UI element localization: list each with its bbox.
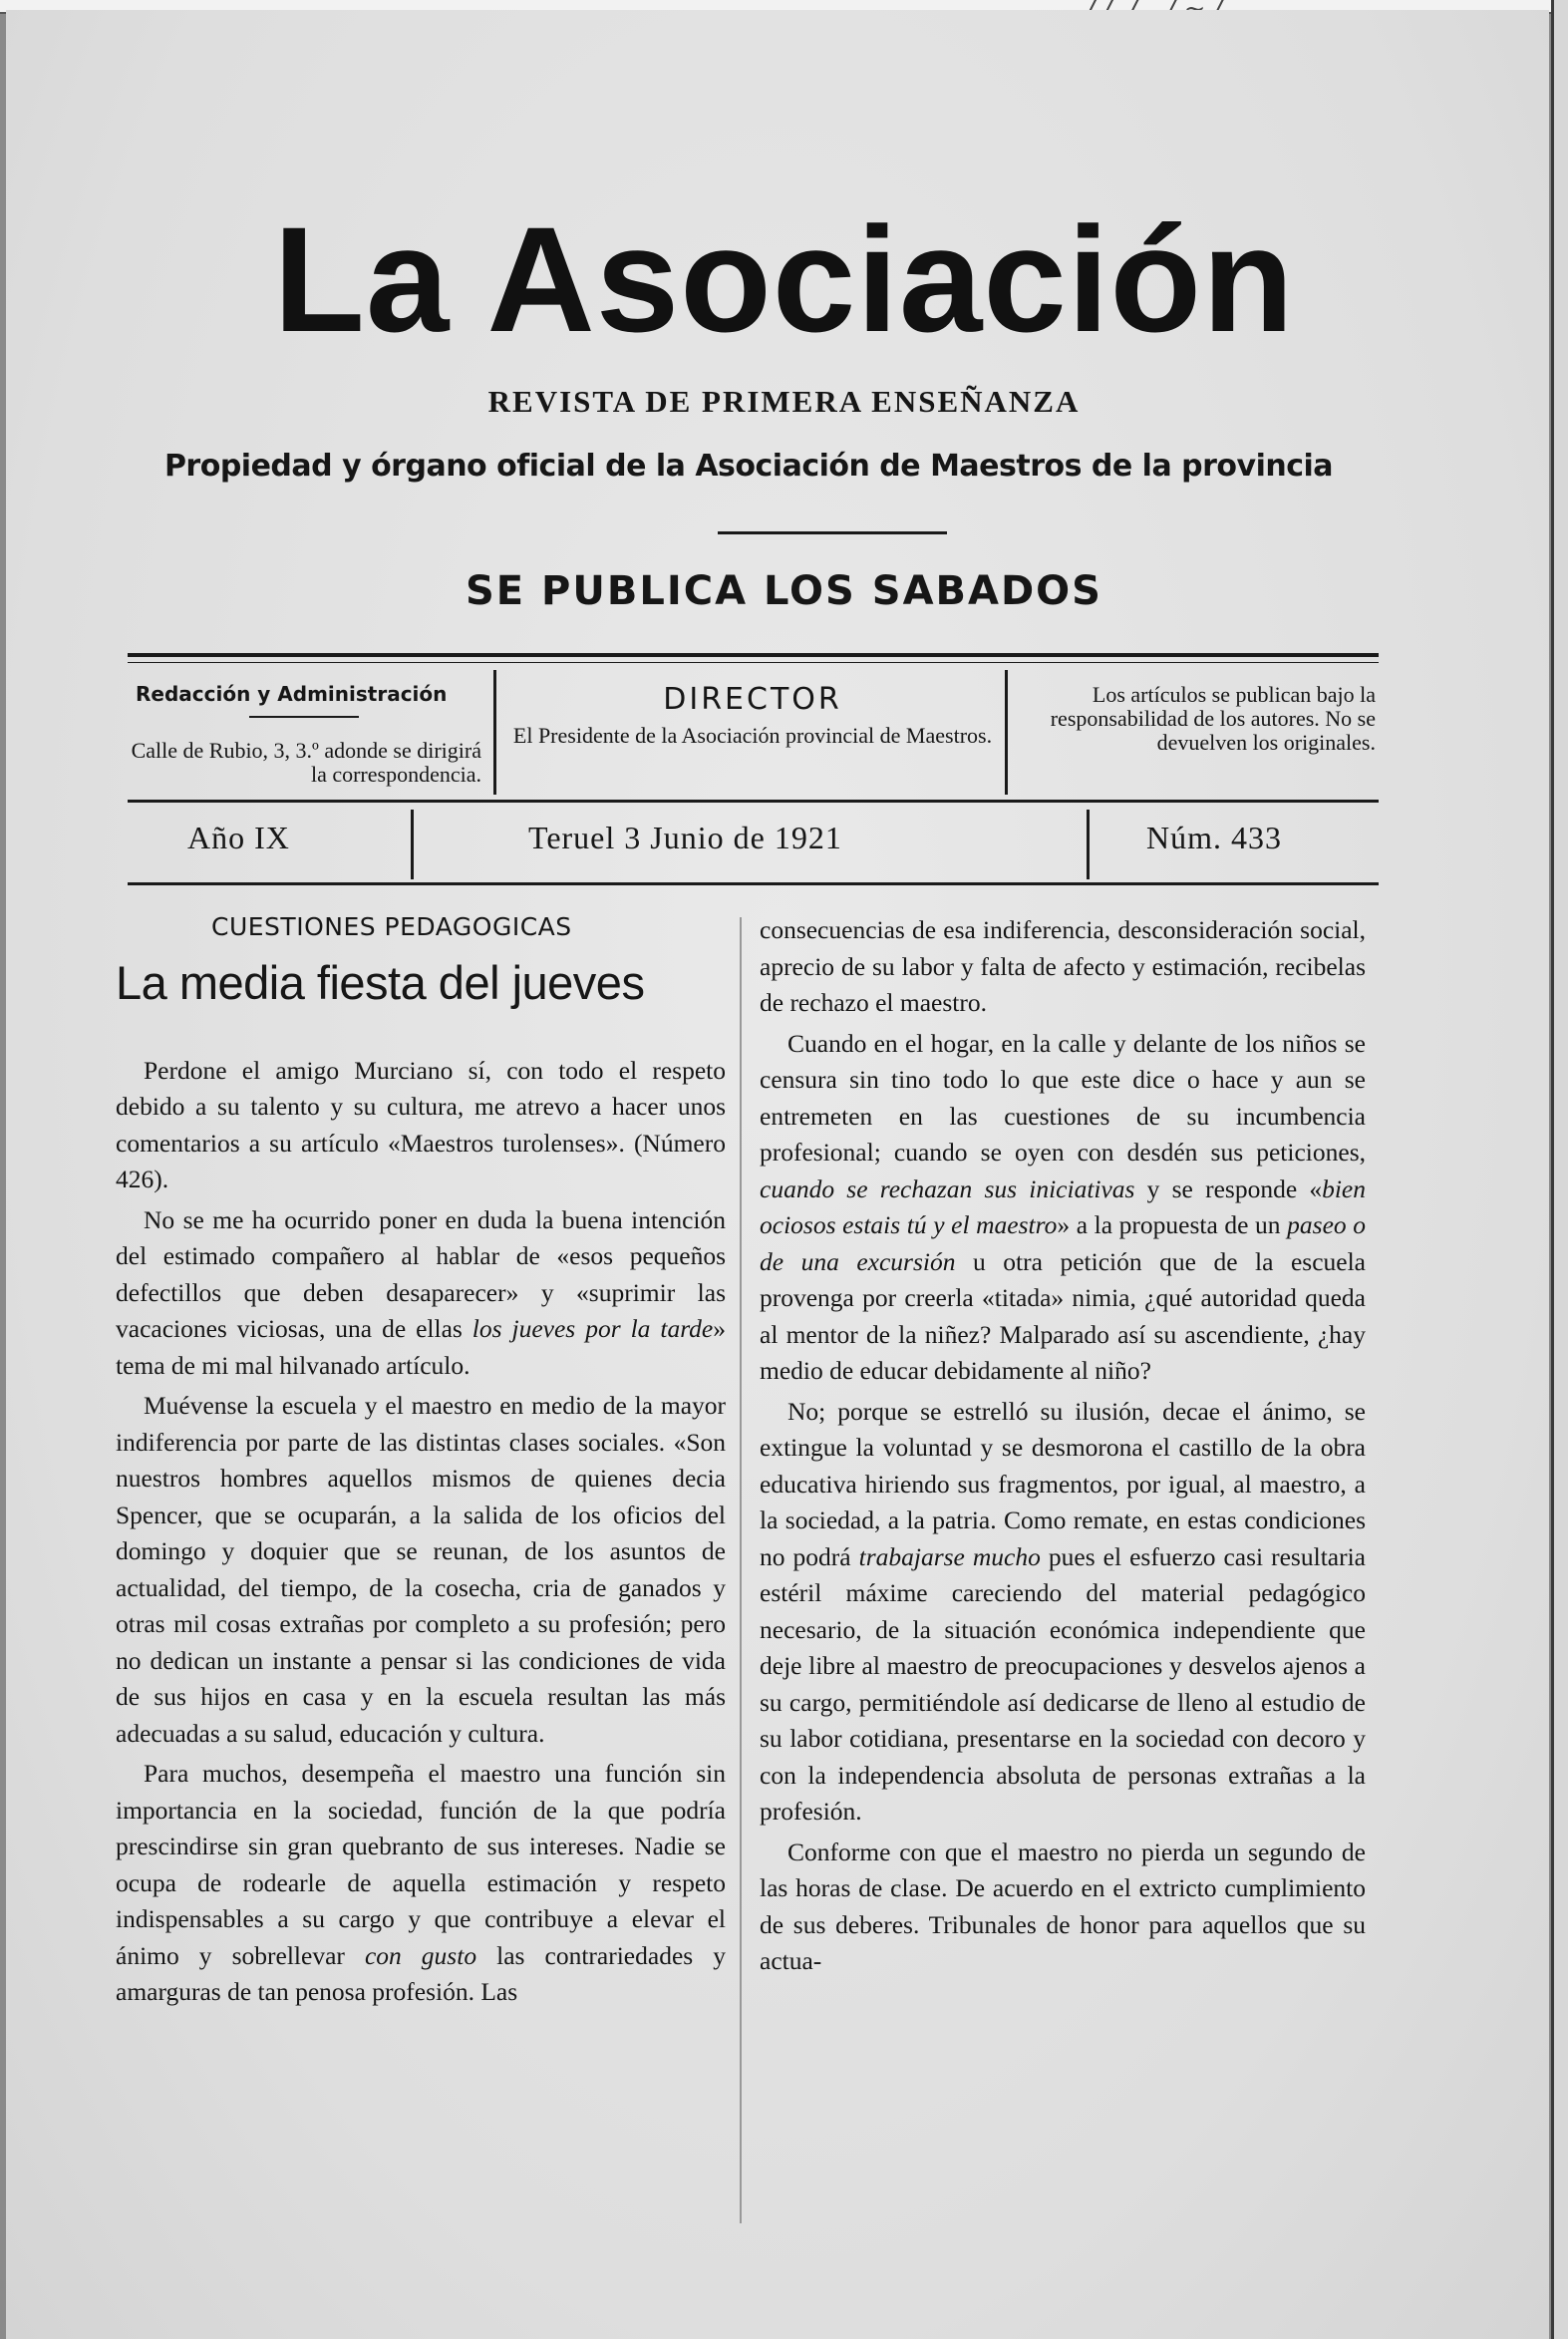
paragraph-text: pues el esfuerzo casi resultaria estéril máxime careciendo del material pedagógico necesario, de la situación económica independiente que deje libre al maestro de preocupaciones y desvelos ajenos a su cargo, permitiéndole así dedicarse de lleno al estudio de su labor cotidiana, presentarse en la sociedad con decoro y con la independencia absoluta de personas extrañas a la profesión. (760, 1541, 1366, 1826)
paragraph-text: Para muchos, desempeña el maestro una función sin importancia en la sociedad, función de la que podría prescindirse sin gran quebranto de sus intereses. Nadie se ocupa de rodearle de aquella estimación y respeto indispensables a su cargo y que contribuye a elevar el ánimo y sobrellevar (116, 1759, 726, 1970)
emphasis-text: bien ociosos estais tú y el maestro (760, 1173, 1366, 1239)
section-label: CUESTIONES PEDAGOGICAS (211, 912, 572, 941)
info-editorial-note: Los artículos se publican bajo la responsabilidad de los autores. No se devuelven los originales. (1050, 682, 1376, 756)
divider-info-top-thin (128, 662, 1379, 663)
administration-label: Redacción y Administración (136, 682, 448, 706)
article-title: La media fiesta del jueves (116, 956, 645, 1009)
article-column-right (760, 912, 1366, 1984)
masthead-subtitle: REVISTA DE PRIMERA ENSEÑANZA (487, 384, 1081, 419)
director-text: El Presidente de la Asociación provincial de Maestros. (512, 723, 993, 748)
paragraph: Muévense la escuela y el maestro en medio de la mayor indiferencia por parte de las distintas clases sociales. «Son nuestros hombres aquellos mismos de quienes decia Spencer, que se ocuparán, a la salida de los oficios del domingo y doquier que se reunan, de los asuntos de actualidad, del tiempo, de la cosecha, cria de ganados y otras mil cosas extrañas por completo a su profesión; pero no dedican un instante a pensar si las condiciones de vida de sus hijos en casa y en la escuela resultan las más adecuadas a su salud, educación y cultura. (116, 1391, 726, 1748)
paragraph (116, 1202, 726, 1385)
paragraph-text: » tema de mi mal hilvanado artículo. (116, 1314, 726, 1380)
issue-divider-1 (411, 810, 414, 879)
paragraph: Perdone el amigo Murciano sí, con todo el respeto debido a su talento y su cultura, me atrevo a hacer unos comentarios a su artículo «Maestros turolenses». (Número 426). (116, 1055, 726, 1194)
info-director (503, 683, 1002, 748)
issue-date: Teruel 3 Junio de 1921 (528, 820, 842, 855)
emphasis-text: los jueves por la tarde (471, 1314, 714, 1344)
paragraph: consecuencias de esa indiferencia, desconsideración social, aprecio de su labor y falta de afecto y estimación, recibelas de rechazo el maestro. (760, 915, 1366, 1017)
paragraph: Conforme con que el maestro no pierda un segundo de las horas de clase. De acuerdo en el extricto cumplimiento de sus deberes. Tribunales de honor para aquellos que su actua- (760, 1837, 1366, 1975)
paragraph-text: Cuando en el hogar, en la calle y delante de los niños se censura sin tino todo lo que este dice o hace y aun se entremeten en las cuestiones de su incumbencia profesional; cuando se oyen con desdén sus peticiones, (760, 1028, 1366, 1167)
divider-issue-top (128, 800, 1379, 803)
issue-year: Año IX (187, 820, 290, 855)
administration-underline (249, 716, 359, 718)
paragraph-text: No; porque se estrelló su ilusión, decae el ánimo, se extingue la voluntad y se desmorona el castillo de la obra educativa hiriendo sus fragmentos, por igual, al maestro, a la sociedad, a la patria. Como remate, en estas condiciones no podrá (760, 1396, 1366, 1571)
info-divider-2 (1005, 670, 1008, 795)
article-column-left (116, 912, 726, 2015)
paragraph-text: u otra petición que de la escuela provenga por creerla «titada» nimia, ¿qué autoridad queda al mentor de la niñez? Malparado así su ascendiente, ¿hay medio de educar debidamente al niño? (760, 1246, 1366, 1385)
paragraph-text: No se me ha ocurrido poner en duda la buena intención del estimado compañero al hablar de «esos pequeños defectillos que deben desaparecer» y «suprimir las vacaciones viciosas, una de ellas (116, 1204, 726, 1344)
publication-days: SE PUBLICA LOS SABADOS (466, 568, 1102, 614)
emphasis-text: cuando se rechazan sus iniciativas (760, 1173, 1135, 1203)
emphasis-text: con gusto (364, 1940, 477, 1970)
director-label: DIRECTOR (663, 682, 842, 717)
info-administration (128, 683, 481, 787)
info-divider-1 (493, 670, 496, 795)
paragraph (116, 1756, 726, 2011)
paragraph-text: las contrariedades y amarguras de tan penosa profesión. Las (116, 1940, 726, 2007)
emphasis-text: paseo o de una excursión (760, 1210, 1366, 1276)
divider-short (718, 531, 947, 534)
issue-divider-2 (1087, 810, 1090, 879)
issue-number: Núm. 433 (1146, 820, 1282, 855)
divider-issue-bottom (128, 882, 1379, 885)
paragraph (760, 1394, 1366, 1831)
ownership-line: Propiedad y órgano oficial de la Asociación de Maestros de la provincia (163, 449, 1334, 484)
paragraph-text: y se responde « (1134, 1173, 1323, 1203)
paragraph-text: » a la propuesta de un (1057, 1210, 1288, 1239)
administration-address: Calle de Rubio, 3, 3.º adonde se dirigirá la correspondencia. (131, 738, 481, 788)
column-divider (740, 917, 742, 2223)
emphasis-text: trabajarse mucho (858, 1541, 1041, 1571)
divider-info-top (128, 653, 1379, 657)
paragraph (760, 1026, 1366, 1390)
masthead-title: La Asociación (273, 195, 1295, 363)
